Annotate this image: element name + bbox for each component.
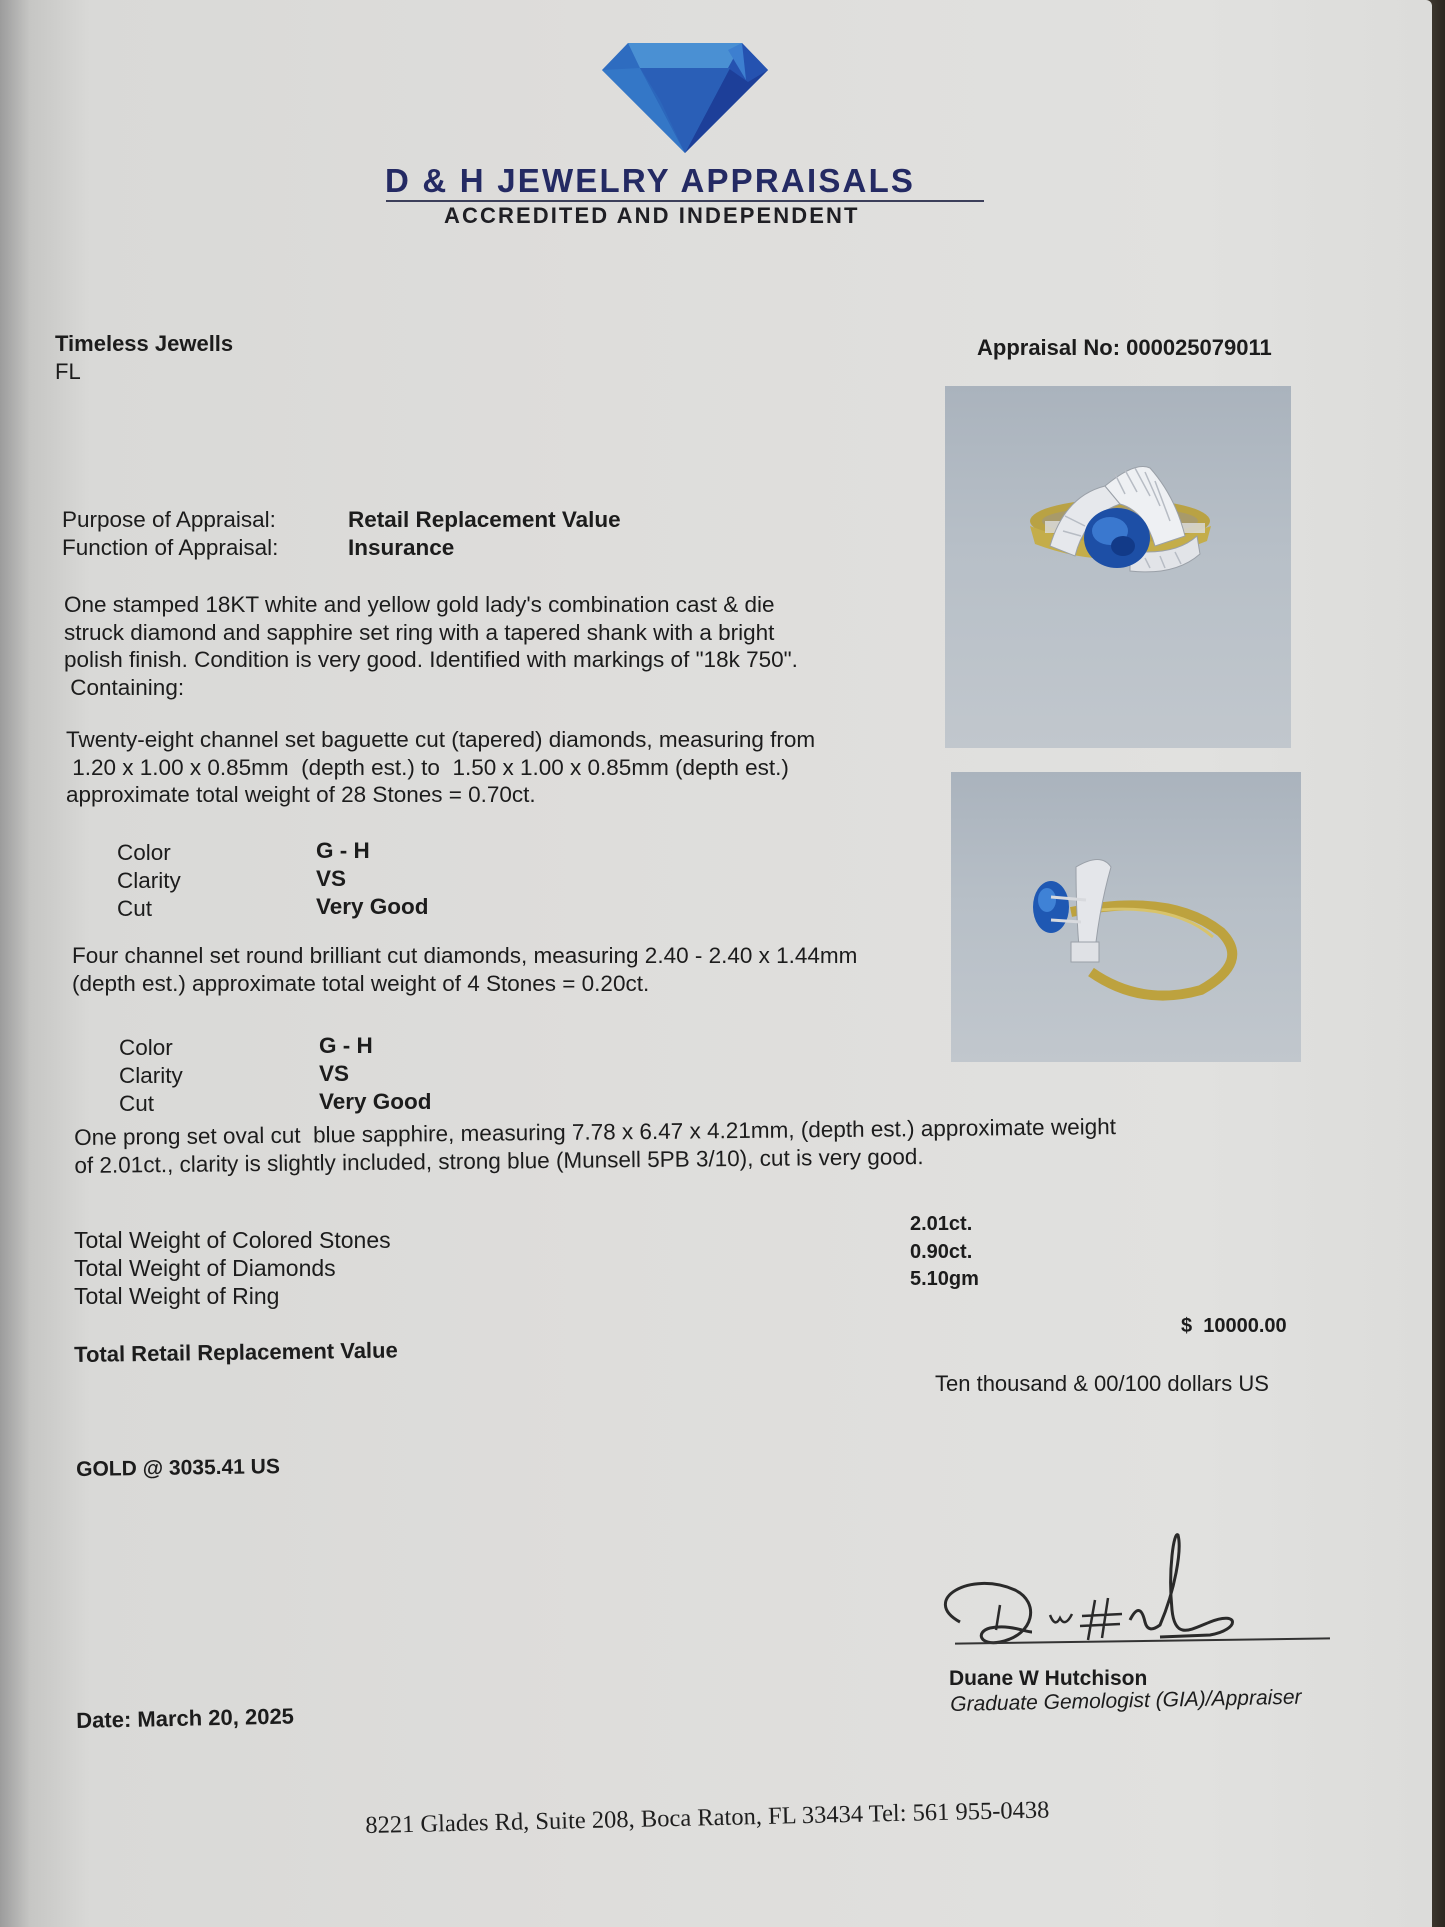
round-color-value: G - H [319,1033,373,1058]
appraisal-number: Appraisal No: 000025079011 [977,335,1272,360]
ring-side-image [951,772,1301,1062]
sapphire-description [74,1113,1116,1179]
baguette-clarity-label: Clarity [117,868,181,893]
appraisal-date: Date: March 20, 2025 [76,1703,295,1733]
round-cut-label: Cut [119,1091,155,1116]
sapphire-line: One prong set oval cut blue sapphire, measuring 7.78 x 6.47 x 4.21mm, (depth est.) approximate weight [74,1114,1117,1150]
description-line: Containing: [64,674,185,700]
total-diamonds-value: 0.90ct. [910,1241,973,1263]
ring-front-image [945,386,1291,748]
company-tagline: ACCREDITED AND INDEPENDENT [444,203,860,228]
baguette-line: 1.20 x 1.00 x 0.85mm (depth est.) to 1.50 x 1.00 x 0.85mm (depth est.) [66,754,789,780]
item-description [64,591,798,701]
company-name: D & H JEWELRY APPRAISALS [385,162,916,199]
sapphire-line: of 2.01ct., clarity is slightly included, strong blue (Munsell 5PB 3/10), cut is very good. [74,1143,924,1178]
round-color-label: Color [119,1035,173,1060]
ring-photo-front [945,386,1291,748]
baguette-line: approximate total weight of 28 Stones = 0.70ct. [66,782,536,807]
retail-value-amount: $ 10000.00 [1181,1315,1287,1337]
total-colored-stones-label: Total Weight of Colored Stones [74,1227,391,1253]
retail-value-words: Ten thousand & 00/100 dollars US [935,1371,1269,1396]
client-name: Timeless Jewells [55,331,234,356]
baguette-diamonds-description [66,726,815,809]
total-ring-label: Total Weight of Ring [74,1283,280,1309]
baguette-cut-value: Very Good [316,894,429,919]
description-line: One stamped 18KT white and yellow gold lady's combination cast & die [64,592,775,617]
appraiser-title: Graduate Gemologist (GIA)/Appraiser [950,1685,1302,1716]
appraiser-name: Duane W Hutchison [949,1667,1148,1690]
total-colored-stones-value: 2.01ct. [910,1213,973,1235]
ring-photo-side [951,772,1301,1062]
function-value: Insurance [348,535,455,560]
retail-value-label: Total Retail Replacement Value [74,1337,398,1367]
baguette-clarity-value: VS [316,866,347,891]
gold-price: GOLD @ 3035.41 US [76,1455,281,1481]
round-clarity-label: Clarity [119,1063,183,1088]
description-line: struck diamond and sapphire set ring with a tapered shank with a bright [64,619,775,645]
total-ring-value: 5.10gm [910,1268,979,1290]
footer-address: 8221 Glades Rd, Suite 208, Boca Raton, FL 33434 Tel: 561 955-0438 [365,1796,1050,1839]
purpose-label: Purpose of Appraisal: [62,507,276,532]
round-cut-value: Very Good [319,1089,432,1114]
client-state: FL [55,359,81,384]
description-line: polish finish. Condition is very good. Identified with markings of "18k 750". [64,647,798,672]
baguette-line: Twenty-eight channel set baguette cut (tapered) diamonds, measuring from [66,727,816,752]
round-line: Four channel set round brilliant cut diamonds, measuring 2.40 - 2.40 x 1.44mm [72,943,858,968]
purpose-value: Retail Replacement Value [348,507,621,532]
appraiser-signature [890,1530,1340,1670]
round-diamonds-description [72,942,857,997]
baguette-color-label: Color [117,840,171,865]
function-label: Function of Appraisal: [62,535,279,560]
baguette-color-value: G - H [316,838,370,863]
header-divider [386,200,984,202]
diamond-gem-icon [600,40,770,155]
total-diamonds-label: Total Weight of Diamonds [74,1255,336,1281]
round-clarity-value: VS [319,1061,350,1086]
baguette-cut-label: Cut [117,896,153,921]
round-line: (depth est.) approximate total weight of 4 Stones = 0.20ct. [72,970,650,996]
